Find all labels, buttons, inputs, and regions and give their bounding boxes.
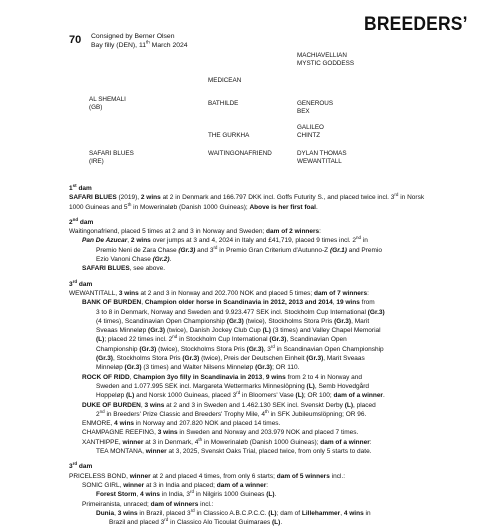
- ped-dam-dam: WAITINGONAFRIEND: [208, 150, 272, 157]
- ped-sire-sire: MEDICEAN: [208, 77, 242, 84]
- catalogue-body: [69, 184, 434, 527]
- ped-dam-sire: THE GURKHA: [208, 132, 250, 139]
- third-dam-item: ENMORE, 4 wins in Norway and 207.820 NOK and placed 14 times.: [82, 420, 281, 428]
- second-dam-intro: Waitingonafriend, placed 5 times at 2 and 3 in Norway and Sweden; dam of 2 winners:: [69, 228, 321, 236]
- fourth-dam-item: Dunia, 3 wins in Brazil, placed 3rd in Classico A.B.C.P.C.C. (L); dam of Lillehammer, 4 wins in: [96, 507, 371, 517]
- second-dam-heading: 2nd dam: [69, 216, 94, 226]
- third-dam-heading: 3rd dam: [69, 278, 93, 288]
- third-dam-item: XANTHIPPE, winner at 3 in Denmark, 4th in Mowerinaløb (Danish 1000 Guineas); dam of a winner:: [82, 436, 372, 446]
- ped-sire-dam-sire: GENEROUS: [297, 100, 334, 107]
- ped-dam: SAFARI BLUES (IRE): [89, 150, 134, 165]
- first-dam-section: [69, 184, 434, 212]
- second-dam-item: Pan De Azucar, 2 wins over jumps at 3 and 4, 2024 in Italy and £41,719, placed 9 times incl. 2nd in: [82, 235, 368, 245]
- second-dam-section: [69, 218, 434, 274]
- third-dam-item: DUKE OF BURDEN, 3 wins at 2 and 3 in Sweden and 1.462.130 SEK incl. Svenskt Derby (L), placed: [82, 401, 376, 409]
- ped-sire-sire-sire: MACHIAVELLIAN: [297, 52, 347, 59]
- third-dam-intro: WEWANTITALL, 3 wins at 2 and 3 in Norway and 202.700 NOK and placed 5 times; dam of 7 winners:: [69, 289, 369, 297]
- third-dam-item: CHAMPAGNE REEFING, 3 wins in Sweden and Norway and 203.979 NOK and placed 7 times.: [82, 429, 359, 437]
- ped-dam-dam-dam: WEWANTITALL: [297, 158, 342, 165]
- lot-number: 70: [69, 34, 82, 46]
- fourth-dam-item: SONIC GIRL, winner at 3 in India and placed; dam of a winner:: [82, 481, 269, 489]
- fourth-dam-item: Primeiranista, unraced; dam of winners incl.:: [82, 500, 214, 508]
- fourth-dam-intro: PRICELESS BOND, winner at 2 and placed 4 times, from only 6 starts; dam of 5 winners incl.:: [69, 472, 346, 480]
- brand-logo: BREEDERS’: [364, 14, 468, 35]
- ped-sire-dam-dam: BEX: [297, 108, 310, 115]
- third-dam-item: BANK OF BURDEN, Champion older horse in Scandinavia in 2012, 2013 and 2014, 19 wins from: [82, 299, 375, 307]
- ped-dam-sire-sire: GALILEO: [297, 124, 324, 131]
- fourth-dam-heading: 3rd dam: [69, 461, 93, 471]
- ped-dam-sire-dam: CHINTZ: [297, 132, 321, 139]
- ped-sire: AL SHEMALI (GB): [89, 96, 126, 111]
- first-dam-text: SAFARI BLUES (2019), 2 wins at 2 in Denmark and 166.797 DKK incl. Goffs Futurity S., and placed twice incl. 3rd in Norsk 1000 Guineas and 5th in Mowerinaløb (Danish 1000 Guineas); Above is her first foal.: [69, 192, 425, 211]
- lot-description: Bay filly (DEN), 11th March 2024: [91, 39, 188, 49]
- third-dam-item: ROCK OF RIDD, Champion 3yo filly in Scandinavia in 2013, 9 wins from 2 to 4 in Norway and: [82, 373, 362, 381]
- fourth-dam-section: 3rd dam PRICELESS BOND, winner at 2 and placed 4 times, from only 6 starts; dam of 5 winners incl.: SONIC GIRL, winner at 3 in India and placed; dam of a winner: Forest Storm, 4 wins in India, 3rd in Nilgiris 1000 Guineas (L). Primeiranista, unraced; dam of winners incl.: Dunia, 3 wins in Brazil, placed 3rd in Classico A.B.C.P.C.C. (L); dam of Lillehammer, 4 wins in Brazil and placed 3rd in Classico Alo Ticoulat Guimaraes (L).: [69, 462, 434, 527]
- ped-dam-dam-sire: DYLAN THOMAS: [297, 150, 347, 157]
- third-dam-section: 3rd dam WEWANTITALL, 3 wins at 2 and 3 in Norway and 202.700 NOK and placed 5 times; dam of 7 winners: BANK OF BURDEN, Champion older horse in Scandinavia in 2012, 2013 and 2014, 19 wins from 3 to 8 in Denmark, Norway and Sweden and 9.923.477 SEK incl. Stockholm Cup International (Gr.3) (4 times), Scandinavian Open Championship (Gr.3) (twice), Stockholms Stora Pris (Gr.3), Marit Sveaas Minneløp (Gr.3) (twice), Danish Jockey Club Cup (L) (3 times) and Valley Chapel Memorial (L); placed 22 times incl. 2nd in Stockholm Cup International (Gr.3), Scandinavian Open Championship (Gr.3) (twice), Stockholms Stora Pris (Gr.3), 3rd in Scandinavian Open Championship (Gr.3), Stockholms Stora Pris (Gr.3) (twice), Preis der Deutschen Einheit (Gr.3), Marit Sveaas Minneløp (Gr.3) (3 times) and Walter Nilsens Minneløp (Gr.3); OR 110. ROCK OF RIDD, Champion 3yo filly in Scandinavia in 2013, 9 wins from 2 to 4 in Norway and Sweden and 1.077.995 SEK incl. Margareta Wettermarks Minneslöpning (L), Semb Hovedgård Hoppeløp (L) and Norsk 1000 Guineas, placed 3rd in Bloomers' Vase (L); OR 100; dam of a winner. DUKE OF BURDEN, 3 wins at 2 and 3 in Sweden and 1.462.130 SEK incl. Svenskt Derby (L), placed 2nd in Breeders' Prize Classic and Breeders' Trophy Mile, 4th in SFK Jubileumslöpning; OR 96. ENMORE, 4 wins in Norway and 207.820 NOK and placed 14 times. CHAMPAGNE REEFING, 3 wins in Sweden and Norway and 203.979 NOK and placed 7 times. XANTHIPPE, winner at 3 in Denmark, 4th in Mowerinaløb (Danish 1000 Guineas); dam of a winner: TEA MONTANA, winner at 3, 2025, Svenskt Oaks Trial, placed twice, from only 5 starts to date.: [69, 280, 434, 457]
- ped-sire-dam: BATHILDE: [208, 100, 239, 107]
- first-dam-heading: 1st dam: [69, 182, 92, 192]
- fourth-dam-item: Forest Storm, 4 wins in India, 3rd in Nilgiris 1000 Guineas (L).: [96, 489, 277, 499]
- ped-sire-sire-dam: MYSTIC GODDESS: [297, 60, 355, 67]
- second-dam-item-cont: Ezio Vanoni Chase (Gr.2).: [96, 256, 172, 264]
- second-dam-item: SAFARI BLUES, see above.: [82, 265, 166, 273]
- consignor: Consigned by Berner Olsen: [91, 33, 175, 40]
- lot-consignment: [91, 33, 188, 50]
- second-dam-item-cont: Premio Neni de Zara Chase (Gr.3) and 3rd in Premio Gran Criterium d'Autunno-Z (Gr.1) and Premio: [96, 244, 382, 254]
